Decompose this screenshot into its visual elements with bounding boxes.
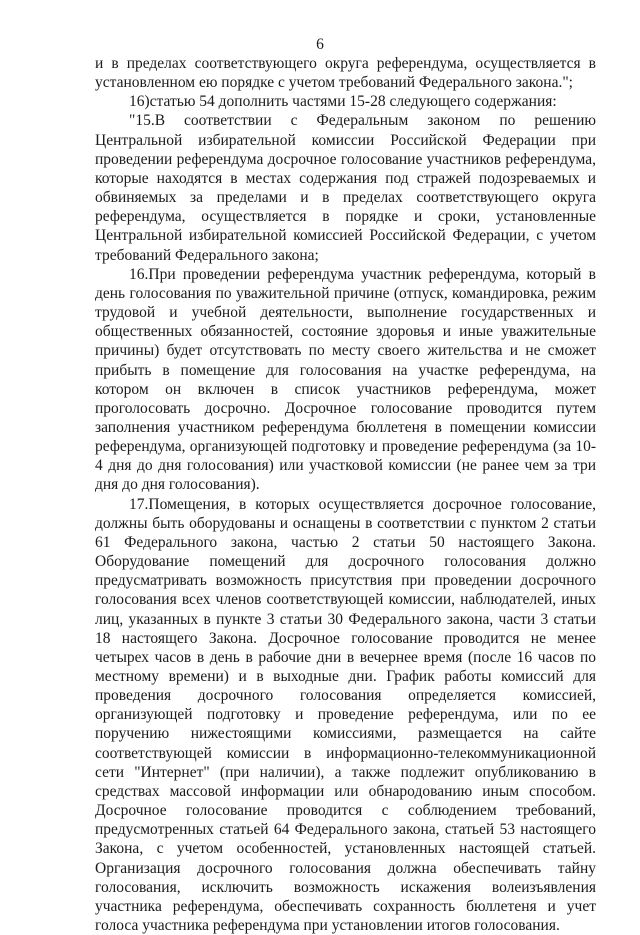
paragraph-continuation: и в пределах соответствующего округа референдума, осуществляется в установленном ею порядке с учетом требований Федерального закона."; — [95, 55, 596, 92]
paragraph-part-15: "15.В соответствии с Федеральным законом по решению Центральной избирательной комиссии Российской Федерации при проведении референдума досрочное голосование участников референдума, которые находятся в местах содержания под стражей подозреваемых и обвиняемых за пределами и в пределах соответствующего округа референдума, осуществляется в порядке и сроки, установленные Центральной избирательной комиссией Российской Федерации, с учетом требований Федерального закона; — [95, 112, 596, 264]
paragraph-part-16: 16.При проведении референдума участник референдума, который в день голосования по уважительной причине (отпуск, командировка, режим трудовой и учебной деятельности, выполнение государственных и общественных обязанностей, состояние здоровья и иные уважительные причины) будет отсутствовать по месту своего жительства и не сможет прибыть в помещение для голосования на участке референдума, на котором он включен в список участников референдума, может проголосовать досрочно. Досрочное голосование проводится путем заполнения участником референдума бюллетеня в помещении комиссии референдума, организующей подготовку и проведение референдума (за 10-4 дня до дня голосования) или участковой комиссии (не ранее чем за три дня до дня голосования). — [95, 265, 596, 494]
page-number: 6 — [316, 36, 324, 53]
document-body — [95, 54, 596, 935]
paragraph-item-16-amendment: 16)статью 54 дополнить частями 15-28 следующего содержания: — [129, 93, 557, 111]
paragraph-part-17: 17.Помещения, в которых осуществляется досрочное голосование, должны быть оборудованы и оснащены в соответствии с пунктом 2 статьи 61 Федерального закона, частью 2 статьи 50 настоящего Закона. Оборудование помещений для досрочного голосования должно предусматривать возможность присутствия при проведении досрочного голосования всех членов соответствующей комиссии, наблюдателей, иных лиц, указанных в пункте 3 статьи 30 Федерального закона, части 3 статьи 18 настоящего Закона. Досрочное голосование проводится не менее четырех часов в день в рабочие дни в вечернее время (после 16 часов по местному времени) и в выходные дни. График работы комиссий для проведения досрочного голосования определяется комиссией, организующей подготовку и проведение референдума, или по ее поручению нижестоящими комиссиями, размещается на сайте соответствующей комиссии в информационно-телекоммуникационной сети "Интернет" (при наличии), а также подлежит опубликованию в средствах массовой информации или обнародованию иным способом. Досрочное голосование проводится с соблюдением требований, предусмотренных статьей 64 Федерального закона, статьей 53 настоящего Закона, с учетом особенностей, установленных настоящей статьей. Организация досрочного голосования должна обеспечивать тайну голосования, исключить возможность искажения волеизъявления участника референдума, обеспечивать сохранность бюллетеня и учет голоса участника референдума при установлении итогов голосования. — [95, 495, 596, 935]
